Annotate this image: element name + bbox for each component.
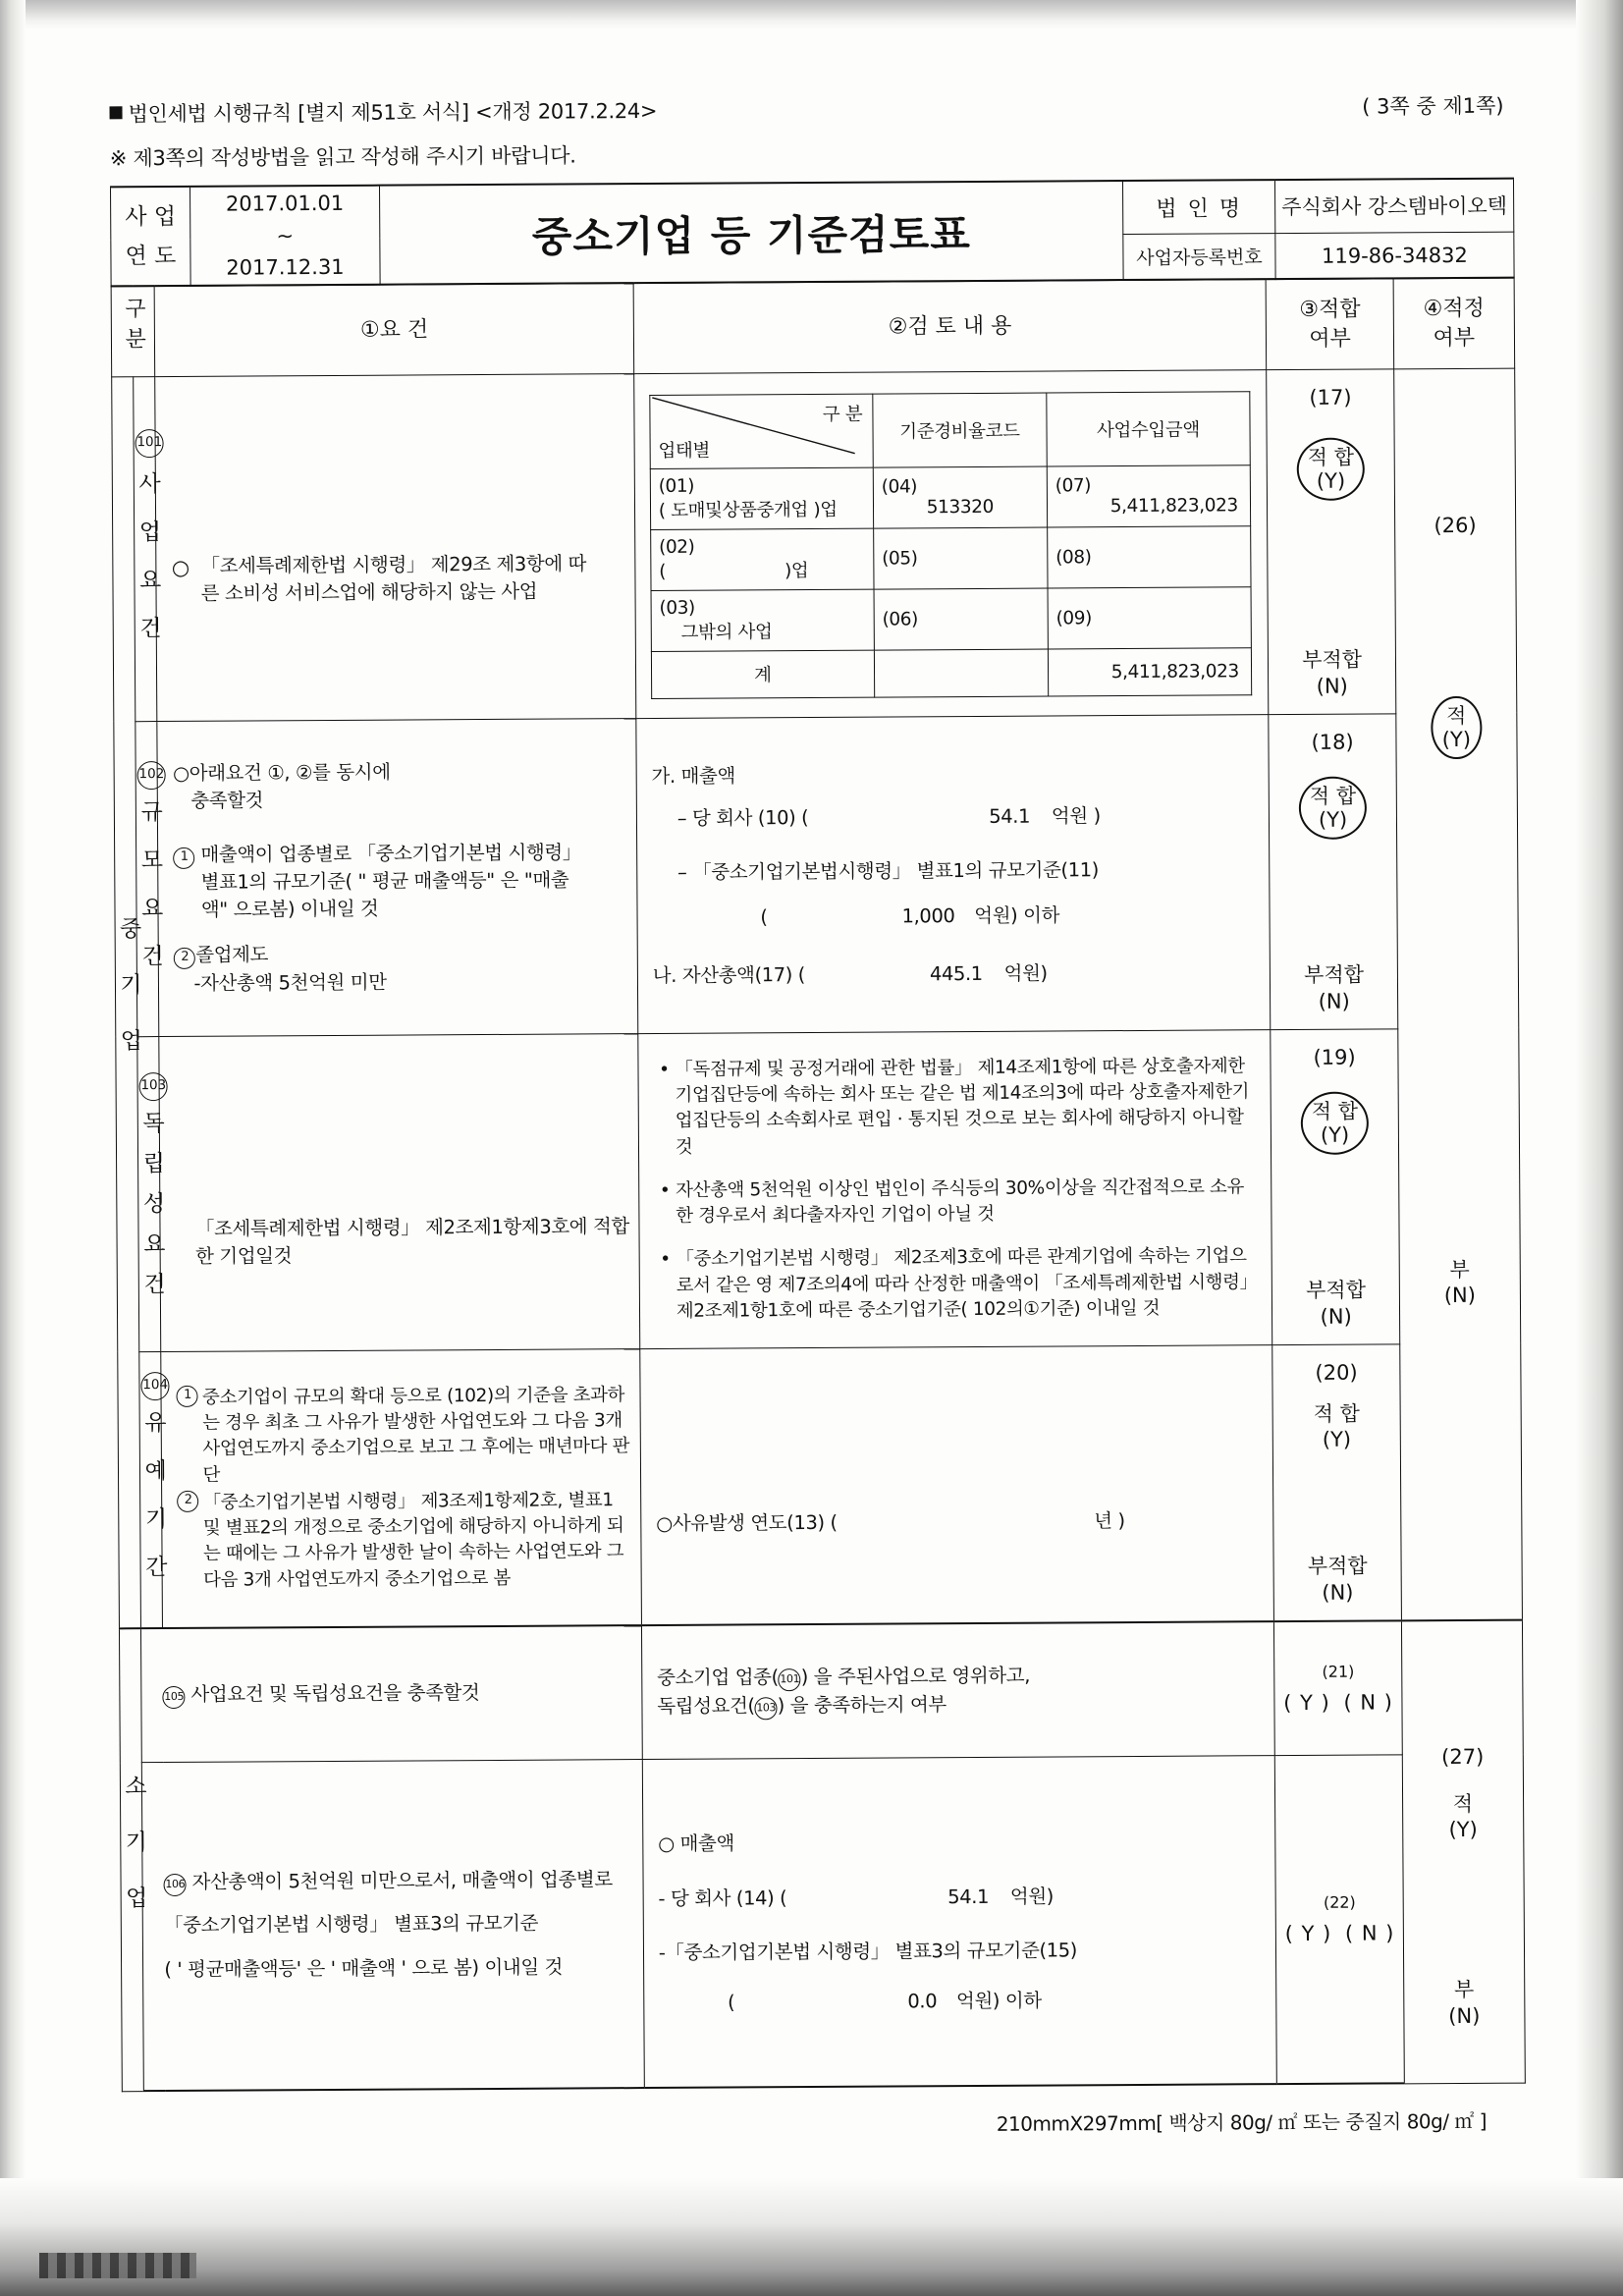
instruction-note: ※ 제3쪽의 작성방법을 읽고 작성해 주시기 바랍니다.: [109, 143, 576, 171]
row-label-101: 사업요건: [135, 471, 162, 665]
requirement-101-text: 「조세특례제한법 시행령」 제29조 제3항에 따른 소비성 서비스업에 해당하지 않는 사업: [200, 552, 587, 605]
review-103-bullet-2: • 자산총액 5천억원 이상인 법인이 주식등의 30%이상을 직간접적으로 소유한 경우로서 최다출자자인 기업이 아닐 것: [659, 1176, 1245, 1227]
table-row: [119, 1620, 1523, 1764]
review-102-a2-value: ( 1,000 억원) 이하: [760, 903, 1060, 928]
review-content-106: [642, 1756, 1277, 2089]
requirement-105: 105 사업요건 및 독립성요건을 충족할것: [141, 1625, 642, 1763]
review-103-bullet-3: • 「중소기업기본법 시행령」 제2조제3호에 따른 관계기업에 속하는 기업으로서 같은 영 제7조의4에 따라 산정한 매출액이 「조세특례제한법 시행령」 제2조제1항1호에 따른 중소기업기준( 102의①기준) 이내일 것: [660, 1245, 1258, 1322]
biz-row-03: [651, 587, 1251, 652]
conformity-104-selected: (20) 적 합 (Y): [1313, 1360, 1361, 1452]
header-requirement: ①요 건: [155, 283, 634, 376]
review-106-line1: - 당 회사 (14) ( 54.1 억원): [658, 1885, 1055, 1910]
requirement-106: [142, 1760, 645, 2092]
form-title: 중소기업 등 기준검토표: [380, 181, 1124, 285]
row-label-104: 유예기간: [139, 1410, 168, 1604]
requirement-103-text: 「조세특례제한법 시행령」 제2조제1항제3호에 적합한 기업일것: [194, 1214, 629, 1268]
regulation-reference: 법인세법 시행규칙 [별지 제51호 서식] <개정 2017.2.24>: [109, 90, 1513, 129]
conformity-105-number: (21): [1322, 1662, 1355, 1681]
review-content-104: ○사유발생 연도(13) ( 년 ): [640, 1345, 1274, 1625]
requirement-105-text: 사업요건 및 독립성요건을 충족할것: [190, 1681, 480, 1707]
biz-row-01: [650, 465, 1250, 530]
biz-code-03: (06): [874, 588, 1048, 650]
requirement-102-item2: 2 졸업제도 -자산총액 5천억원 미만: [174, 939, 628, 997]
review-106-line3: ( 0.0 억원) 이하: [728, 1989, 1042, 2014]
table-row: [116, 1028, 1521, 1352]
review-104-unit: 년 ): [1094, 1509, 1125, 1533]
page-indicator: ( 3쪽 중 제1쪽): [1362, 93, 1504, 119]
requirement-104-item2: 2 「중소기업기본법 시행령」 제3조제1항제2호, 별표1 및 별표2의 개정으로 중소기업에 해당하지 아니하게 되는 때에는 그 사유가 발생한 날이 속하는 사업연도와 그 다음 3개 사업연도까지 중소기업으로 봄: [178, 1488, 632, 1594]
header-adequacy: ④적정 여부: [1393, 278, 1515, 369]
conformity-106-options: ( Y ) ( N ): [1284, 1921, 1395, 1946]
adequacy-medium-selected: 적 (Y): [1431, 696, 1482, 760]
row-index-101: 101 사업요건: [134, 377, 157, 722]
adequacy-small-selected: (27) 적 (Y): [1441, 1744, 1485, 1842]
business-year-dates: 2017.01.01 ~ 2017.12.31: [190, 186, 381, 286]
conformity-103: [1271, 1029, 1399, 1345]
biz-table-corner-header: 구 분 업태별: [650, 394, 873, 468]
row-index-102: 102 규모요건: [135, 721, 159, 1036]
group-label-medium: 중기업: [112, 377, 141, 1629]
conformity-101-number: (17): [1309, 385, 1352, 410]
review-102-a-label: 가. 매출액: [651, 764, 735, 788]
requirement-104: [161, 1349, 641, 1628]
conformity-106: [1275, 1755, 1404, 2084]
row-label-102: 규모요건: [136, 799, 164, 993]
header-conformity: ③적합 여부: [1267, 279, 1394, 370]
biz-row-total: [651, 648, 1251, 699]
biz-type-03: (03) 그밖의 사업: [651, 589, 874, 651]
conformity-101: [1267, 369, 1395, 715]
biz-total-code: [874, 649, 1048, 697]
biz-total-label: 계: [651, 650, 874, 698]
review-104-label: 사유발생 연도(13) (: [672, 1511, 838, 1536]
review-content-105: [641, 1621, 1274, 1760]
corp-name-label: 법 인 명: [1122, 180, 1274, 234]
adequacy-medium-reject: 부 (N): [1443, 1257, 1476, 1308]
biz-amount-02: (08): [1047, 526, 1250, 588]
review-content-103: [638, 1030, 1273, 1349]
conformity-101-selected: 적 합 (Y): [1297, 438, 1366, 502]
conformity-103-reject: 부적합 (N): [1306, 1278, 1367, 1329]
table-row: [120, 1754, 1525, 2091]
review-content-102: [636, 715, 1271, 1034]
requirement-102-head: ○아래요건 ①, ②를 동시에 충족할것: [173, 760, 391, 813]
review-103-bullet-1: • 「독점규제 및 공정거래에 관한 법률」 제14조제1항에 따른 상호출자제한기업집단등에 속하는 회사 또는 같은 법 제14조의3에 따라 상호출자제한기업집단등의 소속회사로 편입 · 통지된 것으로 보는 회사에 해당하지 아니할 것: [659, 1056, 1250, 1158]
biz-row-02: [650, 526, 1250, 591]
biz-amount-03: (09): [1048, 587, 1251, 649]
adequacy-medium-number: (26): [1434, 514, 1477, 538]
review-106-head: ○ 매출액: [658, 1831, 734, 1856]
table-row: [118, 1343, 1523, 1628]
review-105-line1: 중소기업 업종(101) 을 주된사업으로 영위하고,: [657, 1662, 1264, 1693]
review-content-101: [634, 370, 1270, 719]
adequacy-medium: [1393, 368, 1522, 1620]
biz-head-amount: 사업수입금액: [1047, 392, 1250, 466]
biz-amount-01: (07) 5,411,823,023: [1047, 465, 1250, 527]
adequacy-small: [1401, 1620, 1525, 2084]
criteria-review-table: [111, 277, 1526, 2093]
business-year-label: 사 업 연 도: [111, 187, 191, 287]
adequacy-small-reject: 부 (N): [1448, 1978, 1481, 2028]
conformity-102-reject: 부적합 (N): [1304, 962, 1365, 1013]
header-division: 구분: [111, 286, 155, 376]
conformity-103-selected: 적 합 (Y): [1301, 1092, 1370, 1156]
requirement-104-item1: 1 중소기업이 규모의 확대 등으로 (102)의 기준을 초과하는 경우 최초 그 사유가 발생한 사업연도와 그 다음 3개사업연도까지 중소기업으로 보고 그 후에는 매년마다 판단: [177, 1383, 631, 1489]
biz-head-code: 기준경비율코드: [873, 393, 1047, 467]
requirement-106-line3: ( ' 평균매출액등' 은 ' 매출액 ' 으로 봄) 이내일 것: [164, 1955, 564, 1982]
biz-type-01: (01) ( 도매및상품중개업 )업: [650, 467, 873, 529]
review-106-line2: -「중소기업기본법 시행령」 별표3의 규모기준(15): [658, 1939, 1078, 1964]
corp-name-value: 주식회사 강스템바이오텍: [1274, 179, 1513, 234]
row-label-103: 독립성요건: [137, 1110, 166, 1313]
business-type-table: [649, 391, 1252, 699]
review-102-a1: – 당 회사 (10) ( 54.1 억원 ): [676, 804, 1101, 830]
review-102-a2-label: – 「중소기업기본법시행령」 별표1의 규모기준(11): [677, 858, 1099, 885]
review-102-b: 나. 자산총액(17) ( 445.1 억원): [652, 961, 1048, 987]
requirement-106-line1: 106 자산총액이 5천억원 미만으로서, 매출액이 업종별로: [164, 1858, 634, 1905]
paper-spec-footer: 210mmX297mm[ 백상지 80g/ ㎡ 또는 중질지 80g/ ㎡ ]: [996, 2109, 1488, 2137]
conformity-102-selected: 적 합 (Y): [1299, 777, 1368, 841]
header-review-content: ②검 토 내 용: [633, 279, 1267, 373]
conformity-103-number: (19): [1313, 1045, 1356, 1069]
row-index-103: 103 독립성요건: [137, 1036, 161, 1351]
conformity-101-reject: 부적합 (N): [1302, 648, 1363, 698]
table-row: [114, 713, 1519, 1037]
biz-code-02: (05): [873, 527, 1047, 589]
review-105-line2: 독립성요건(103) 을 충족하는지 여부: [657, 1689, 1264, 1721]
biz-total-amount: 5,411,823,023: [1048, 648, 1251, 696]
biz-reg-label: 사업자등록번호: [1123, 233, 1275, 280]
row-index-104: 104 유예기간: [139, 1351, 163, 1628]
conformity-105: [1274, 1620, 1402, 1756]
bullet-square-icon: [110, 106, 123, 119]
requirement-102: [157, 719, 637, 1037]
requirement-101: ○ 「조세특례제한법 시행령」 제29조 제3항에 따른 소비성 서비스업에 해당하지 않는 사업: [155, 374, 635, 722]
title-band-table: [110, 178, 1515, 287]
conformity-102: [1269, 714, 1397, 1030]
conformity-102-number: (18): [1311, 730, 1354, 754]
biz-code-01: (04) 513320: [873, 466, 1047, 528]
requirement-103: [159, 1034, 639, 1352]
requirement-102-item1: 1 매출액이 업종별로 「중소기업기본법 시행령」 별표1의 규모기준( " 평균 매출액등" 은 "매출액" 으로봄) 이내일 것: [174, 839, 628, 925]
conformity-106-number: (22): [1323, 1892, 1356, 1913]
conformity-104: [1272, 1344, 1401, 1621]
biz-type-02: (02) ( )업: [650, 528, 873, 590]
conformity-105-options: ( Y ) ( N ): [1283, 1690, 1394, 1716]
biz-reg-value: 119-86-34832: [1275, 232, 1514, 280]
conformity-104-reject: 부적합 (N): [1307, 1554, 1368, 1605]
table-row: [112, 368, 1517, 722]
requirement-106-line2: 「중소기업기본법 시행령」 별표3의 규모기준: [163, 1912, 539, 1938]
group-label-small: 소기업: [119, 1628, 143, 2092]
